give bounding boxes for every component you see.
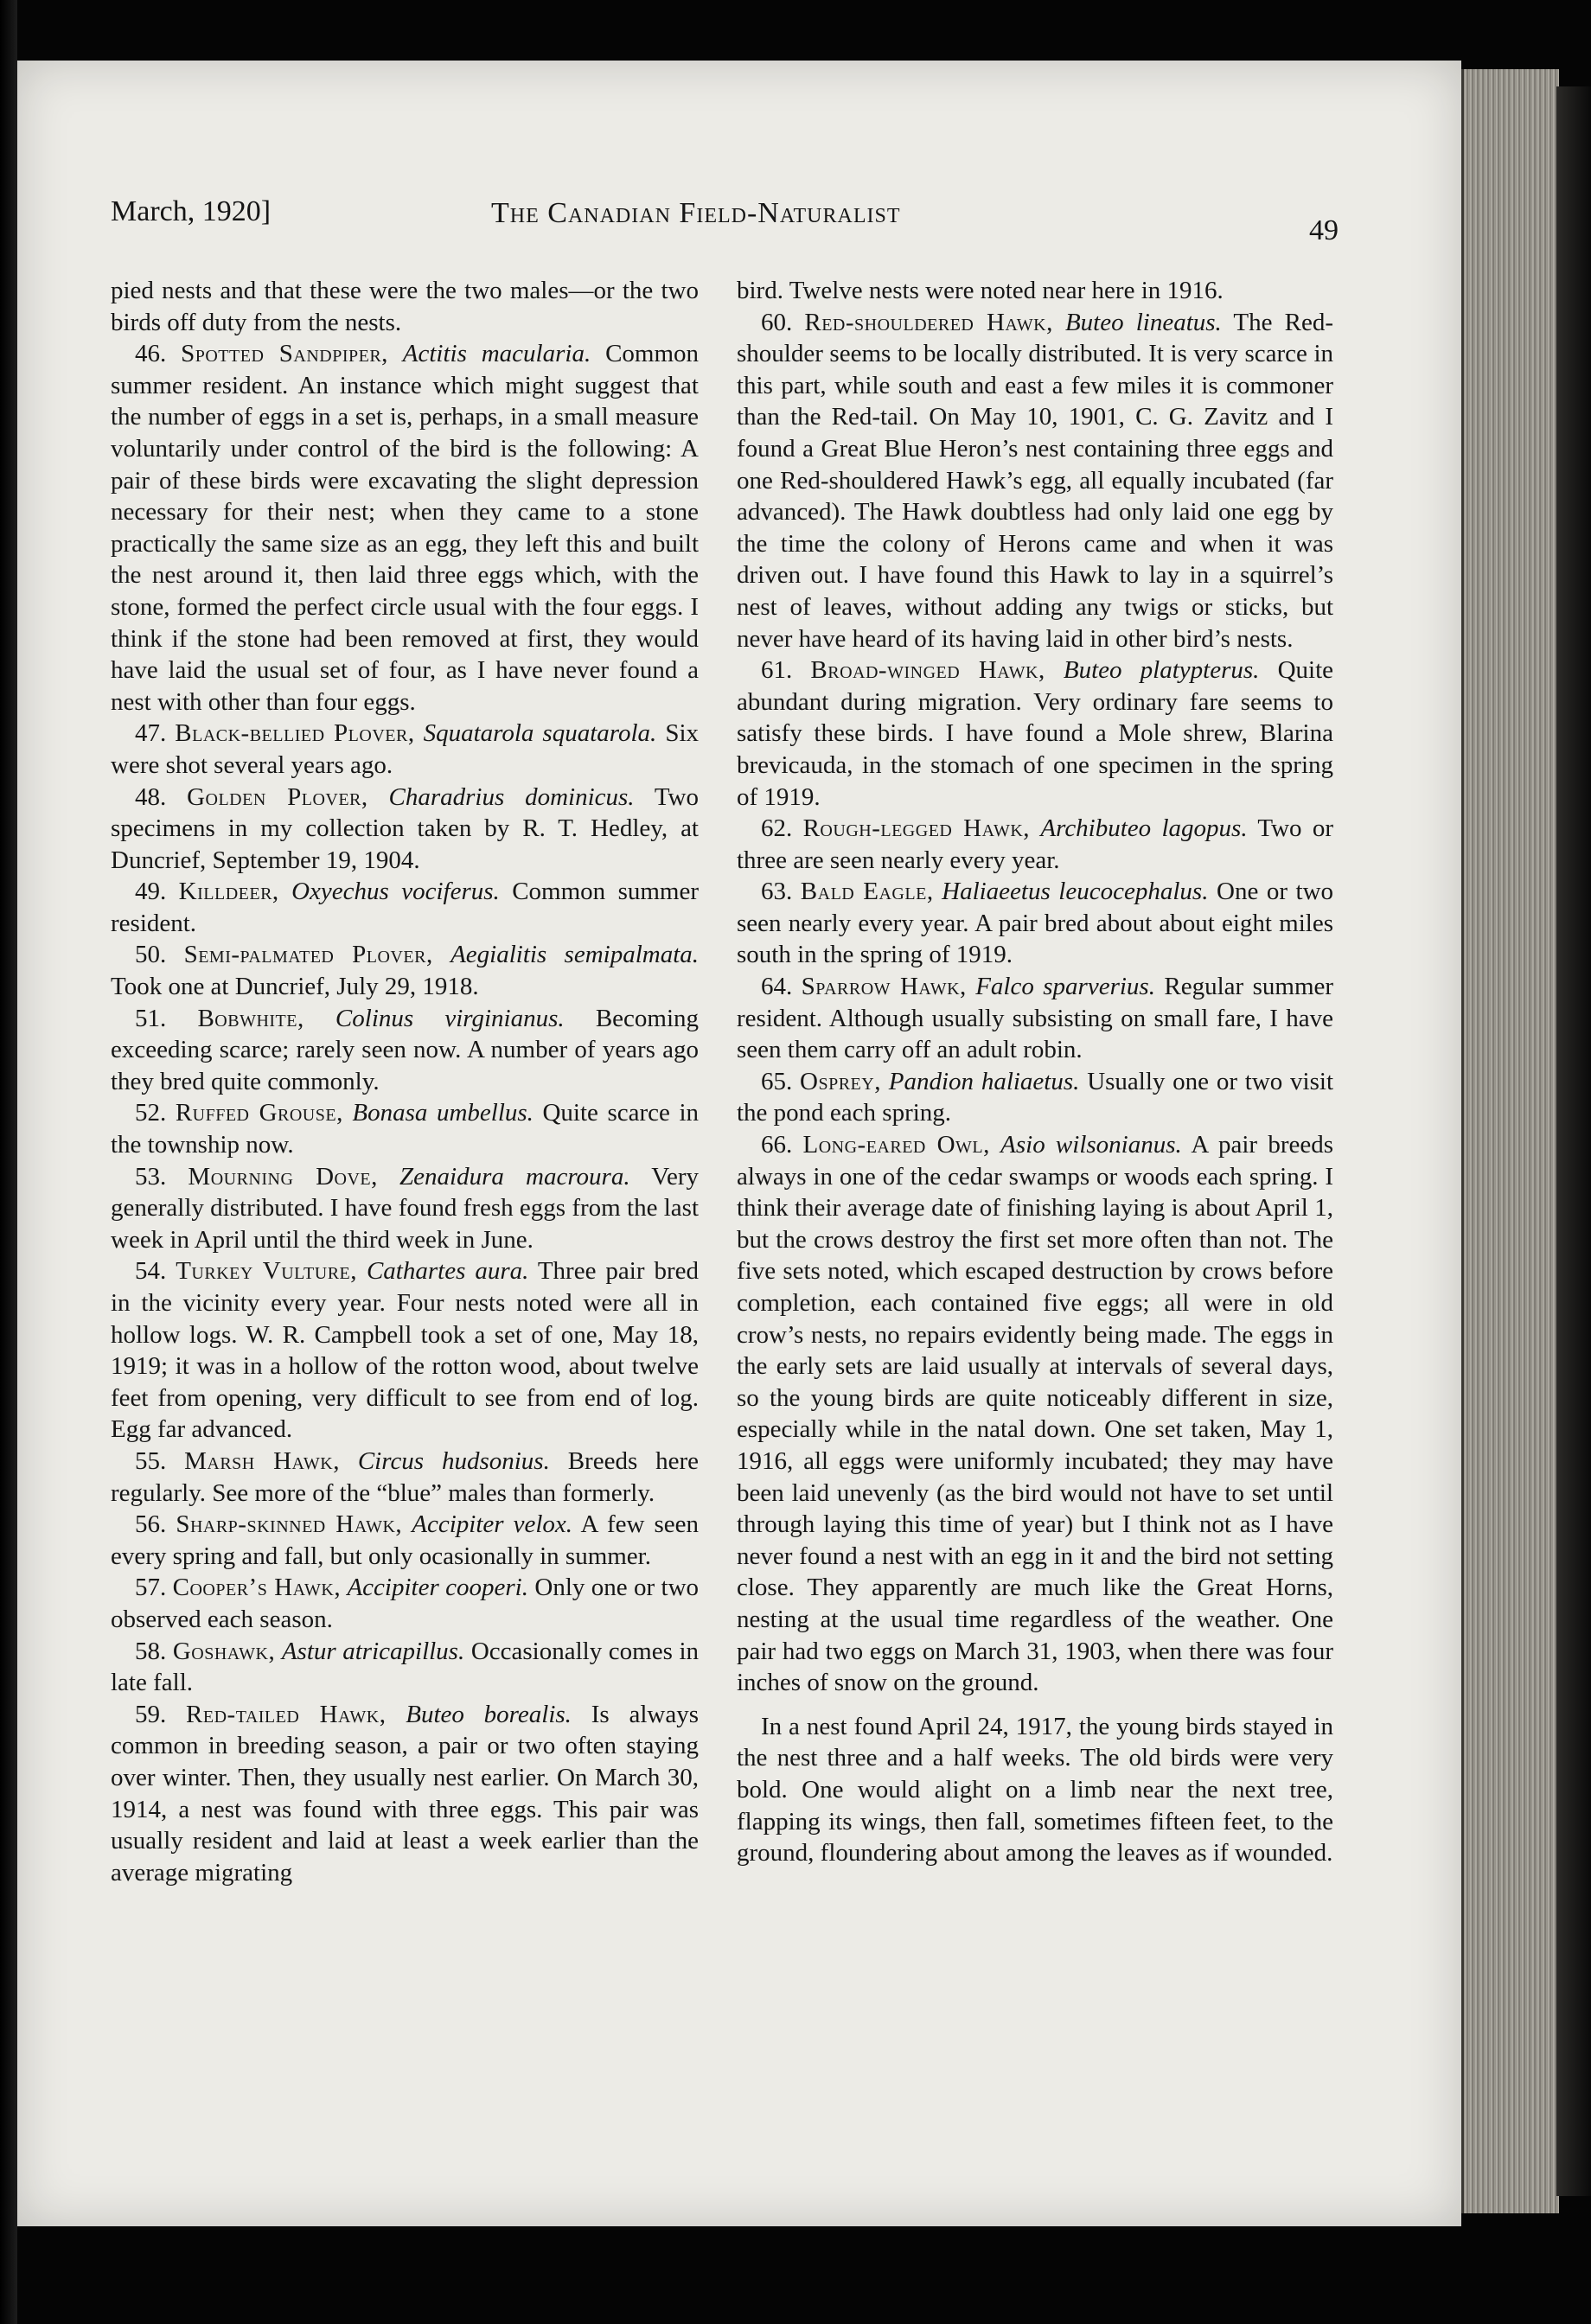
species-scientific-name: Buteo lineatus. (1064, 308, 1222, 336)
species-common-name: Red-shouldered Hawk, (804, 308, 1053, 336)
species-number: 49. (135, 878, 167, 906)
species-common-name: Long-eared Owl, (802, 1131, 990, 1159)
species-description: Becoming exceeding scarce; rarely seen now. A number of years ago they bred quite commonly. (111, 1004, 700, 1095)
species-common-name: Rough-legged Hawk, (802, 814, 1031, 843)
species-number: 64. (761, 973, 793, 1001)
species-description: Common summer resident. An instance which might suggest that the number of eggs in a set is, perhaps, in a small measure voluntarily under control of the bird is the following: A pair of these birds were excavating the slight depression necessary for their nest; when they came to a stone practically the same size as an egg, they left this and built the nest around it, then laid three eggs which, with the stone, formed the perfect circle usual with the four eggs. I think if the stone had been removed at first, they would have laid the usual set of four, as I have never found a nest with other than four eggs. (111, 340, 700, 716)
species-description: Usually one or two visit the pond each spring. (737, 1067, 1334, 1127)
species-common-name: Bald Eagle, (800, 878, 934, 906)
species-description: Only one or two observed each season. (111, 1574, 700, 1633)
species-entry (111, 782, 699, 877)
species-scientific-name: Buteo borealis. (406, 1700, 572, 1728)
species-entry (111, 1636, 699, 1699)
species-scientific-name: Buteo platypterus. (1063, 656, 1260, 685)
species-number: 52. (135, 1099, 167, 1127)
species-scientific-name: Accipiter velox. (412, 1510, 573, 1539)
species-number: 54. (135, 1257, 167, 1286)
species-scientific-name: Aegialitis semipalmata. (450, 941, 700, 969)
species-number: 60. (761, 308, 793, 336)
species-scientific-name: Circus hudsonius. (357, 1446, 550, 1475)
species-entry (111, 338, 699, 718)
species-common-name: Bobwhite, (197, 1004, 304, 1032)
species-entry (111, 939, 699, 1002)
species-entry (737, 1129, 1333, 1699)
book-edge-shadow (1556, 86, 1591, 2196)
species-entry (111, 1446, 699, 1509)
left-text-column (111, 275, 699, 2177)
species-entry (737, 1066, 1333, 1129)
species-number: 51. (135, 1004, 167, 1032)
species-number: 62. (761, 814, 793, 843)
species-number: 50. (135, 941, 167, 969)
species-description: Is always common in breeding season, a pair or two often staying over winter. Then, they usually nest earlier. On March 30, 1914, a nest was found with three eggs. This pair was usually resident and laid at least a week earlier than the average migrating (111, 1700, 699, 1887)
species-entry (737, 307, 1333, 655)
paragraph-text: pied nests and that these were the two males—or the two birds off duty from the nests. (111, 277, 699, 336)
species-common-name: Spotted Sandpiper, (181, 340, 388, 368)
book-page-edges (1461, 69, 1559, 2213)
species-number: 63. (761, 878, 793, 906)
species-description: Quite scarce in the township now. (111, 1099, 700, 1159)
species-scientific-name: Oxyechus vociferus. (291, 878, 500, 906)
species-scientific-name: Falco sparverius. (975, 973, 1155, 1001)
species-scientific-name: Asio wilsonianus. (1000, 1131, 1182, 1159)
paragraph-continuation (111, 275, 699, 338)
species-scientific-name: Squatarola squatarola. (423, 719, 657, 748)
species-description: Took one at Duncrief, July 29, 1918. (111, 973, 479, 1001)
species-scientific-name: Archibuteo lagopus. (1040, 814, 1248, 843)
species-entry (737, 971, 1333, 1066)
header-date: March, 1920] (111, 195, 272, 227)
species-entry (111, 1003, 699, 1098)
scan-left-border (0, 0, 17, 2324)
header-journal-title: The Canadian Field-Naturalist (491, 197, 901, 229)
species-scientific-name: Bonasa umbellus. (352, 1099, 534, 1127)
species-scientific-name: Colinus virginianus. (335, 1004, 565, 1032)
paragraph-text: bird. Twelve nests were noted near here in 1916. (737, 277, 1224, 304)
species-number: 56. (135, 1510, 167, 1539)
species-number: 66. (761, 1131, 793, 1159)
species-common-name: Turkey Vulture, (176, 1257, 357, 1286)
species-scientific-name: Haliaeetus leucocephalus. (942, 878, 1209, 906)
species-common-name: Red-tailed Hawk, (186, 1700, 387, 1728)
species-description: A few seen every spring and fall, but only ocasionally in summer. (111, 1510, 700, 1570)
species-description: Very generally distributed. I have found fresh eggs from the last week in April until the third week in June. (111, 1162, 699, 1254)
species-common-name: Goshawk, (172, 1637, 276, 1665)
species-number: 57. (135, 1574, 167, 1602)
species-common-name: Killdeer, (178, 878, 279, 906)
species-description: The Red-shoulder seems to be locally distributed. It is very scarce in this part, while south and east a few miles it is commoner than the Red-tail. On May 10, 1901, C. G. Zavitz and I found a Great Blue Heron’s nest containing three eggs and one Red-shouldered Hawk’s egg, all equally incubated (far advanced). The Hawk doubtless had only laid one egg by the time the colony of Herons came and when it was driven out. I have found this Hawk to lay in a squirrel’s nest of leaves, without adding any twigs or sticks, but never have heard of its having laid in other bird’s nests. (737, 308, 1333, 653)
species-number: 58. (135, 1637, 167, 1665)
paragraph (737, 1711, 1333, 1869)
species-common-name: Ruffed Grouse, (175, 1099, 343, 1127)
paragraph-text: In a nest found April 24, 1917, the young birds stayed in the nest three and a half weeks. The old birds were very bold. One would alight on a limb near the next tree, flapping its wings, then fall, sometimes fifteen feet, to the ground, floundering about among the leaves as if wounded. (737, 1712, 1333, 1868)
species-description: Three pair bred in the vicinity every year. Four nests noted were all in hollow logs. W. R. Campbell took a set of one, May 18, 1919; it was in a hollow of the rotton wood, about twelve feet from opening, very difficult to see from end of log. Egg far advanced. (111, 1257, 699, 1444)
species-common-name: Cooper’s Hawk, (172, 1574, 342, 1602)
species-number: 61. (761, 656, 793, 685)
species-scientific-name: Accipiter cooperi. (347, 1574, 528, 1602)
species-entry (737, 876, 1333, 971)
species-scientific-name: Pandion haliaetus. (888, 1067, 1080, 1095)
species-description: Two or three are seen nearly every year. (737, 814, 1334, 874)
species-scientific-name: Astur atricapillus. (281, 1637, 465, 1665)
species-number: 53. (135, 1162, 167, 1191)
species-common-name: Sharp-skinned Hawk, (176, 1510, 403, 1539)
page-number: 49 (1309, 214, 1339, 246)
species-description: Quite abundant during migration. Very ordinary fare seems to satisfy these birds. I have found a Mole shrew, Blarina brevicauda, in the stomach of one specimen in the spring of 1919. (737, 656, 1334, 811)
species-description: Breeds here regularly. See more of the “blue” males than formerly. (111, 1446, 699, 1507)
running-header (111, 192, 1339, 244)
species-common-name: Osprey, (800, 1067, 881, 1095)
species-entry (111, 1699, 699, 1889)
species-common-name: Mourning Dove, (188, 1162, 378, 1191)
right-text-column (737, 275, 1333, 2177)
species-common-name: Golden Plover, (187, 782, 368, 811)
species-number: 48. (135, 782, 167, 811)
species-description: Two specimens in my collection taken by R. T. Hedley, at Duncrief, September 19, 1904. (111, 782, 699, 874)
species-common-name: Black-bellied Plover, (175, 719, 415, 748)
species-entry (111, 1161, 699, 1256)
species-entry (111, 718, 699, 781)
species-entry (111, 1097, 699, 1160)
species-number: 55. (135, 1446, 167, 1475)
species-description: One or two seen nearly every year. A pair bred about about eight miles south in the spring of 1919. (737, 878, 1334, 969)
species-entry (737, 654, 1333, 813)
species-description: Common summer resident. (111, 878, 700, 937)
species-common-name: Sparrow Hawk, (801, 973, 967, 1001)
species-common-name: Broad-winged Hawk, (810, 656, 1045, 685)
species-description: Occasionally comes in late fall. (111, 1637, 700, 1697)
species-scientific-name: Zenaidura macroura. (399, 1162, 630, 1191)
species-scientific-name: Charadrius dominicus. (388, 782, 635, 811)
species-description: Regular summer resident. Although usually subsisting on small fare, I have seen them carry off an adult robin. (737, 973, 1334, 1064)
species-entry (111, 876, 699, 939)
species-number: 65. (761, 1067, 793, 1095)
species-scientific-name: Actitis macularia. (402, 340, 591, 368)
species-common-name: Semi-palmated Plover, (183, 941, 433, 969)
species-entry (111, 1255, 699, 1446)
species-entry (111, 1509, 699, 1572)
species-scientific-name: Cathartes aura. (366, 1257, 529, 1286)
species-number: 47. (135, 719, 167, 748)
species-number: 59. (135, 1700, 167, 1728)
species-description: Six were shot several years ago. (111, 719, 699, 779)
species-number: 46. (135, 340, 167, 368)
species-entry (737, 813, 1333, 876)
paragraph-continuation (737, 275, 1333, 307)
species-entry (111, 1572, 699, 1635)
species-common-name: Marsh Hawk, (184, 1446, 340, 1475)
species-description: A pair breeds always in one of the cedar swamps or woods each spring. I think their average date of finishing laying is about April 1, but the crows destroy the first set more often than not. The five sets noted, which escaped destruction by crows before completion, each contained five eggs; all were in old crow’s nests, no repairs evidently being made. The eggs in the early sets are laid usually at intervals of several days, so the young birds are quite noticeably different in size, especially while in the natal down. One set taken, May 1, 1916, all eggs were uniformly incubated; they may have been laid unevenly (as the bird would not have to set until through laying this time of year) but I think not as I have never found a nest with an egg in it and the bird not setting close. They apparently are much like the Great Horns, nesting at the usual time regardless of the weather. One pair had two eggs on March 31, 1903, when there was four inches of snow on the ground. (737, 1131, 1334, 1697)
